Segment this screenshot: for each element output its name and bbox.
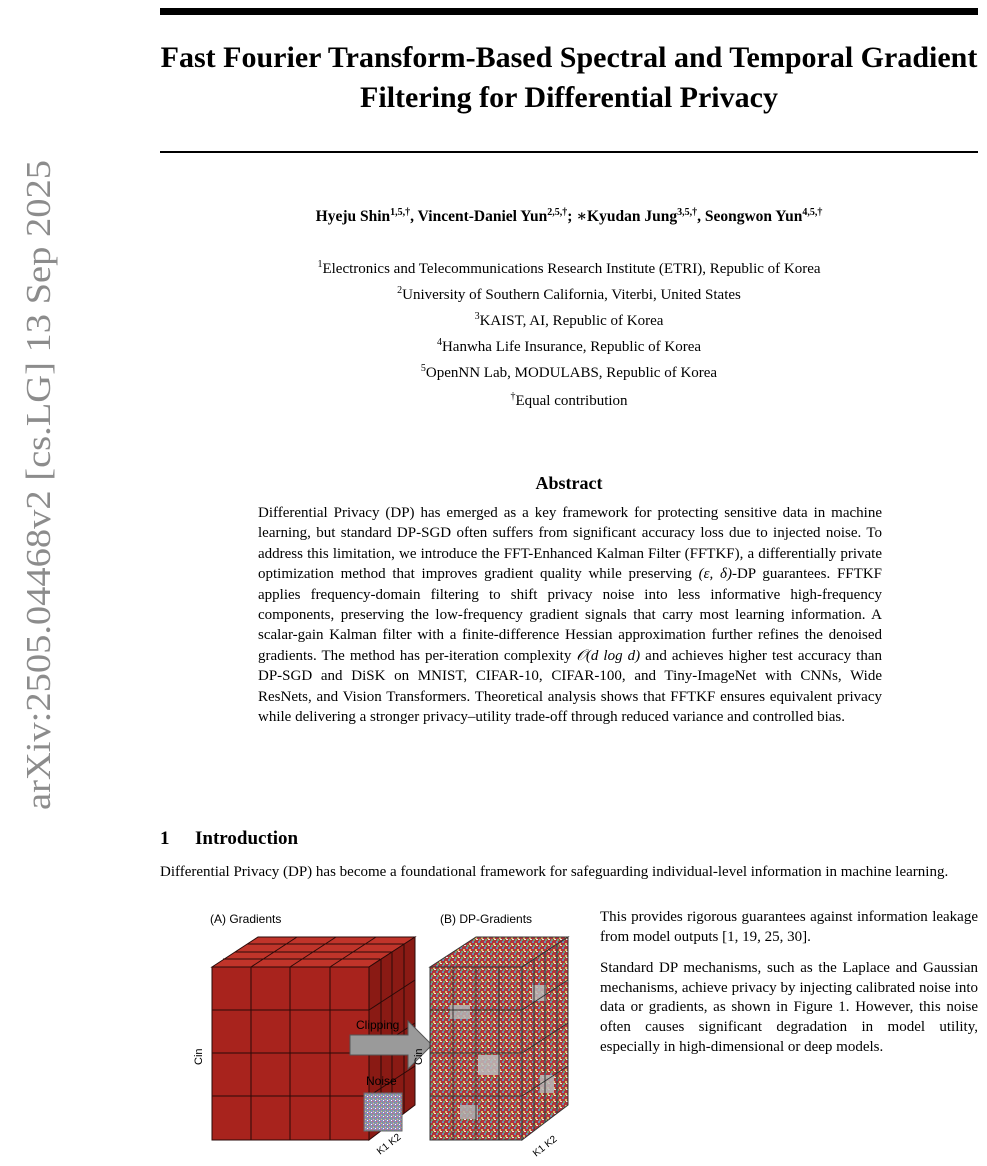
author-name: Kyudan Jung xyxy=(587,208,678,225)
affiliation-number: 1 xyxy=(317,259,323,270)
affiliation-line xyxy=(160,254,978,280)
affiliation-line xyxy=(160,332,978,358)
figure-label-b: (B) DP-Gradients xyxy=(440,912,533,926)
noise-sample xyxy=(364,1093,402,1131)
equal-contribution-text: Equal contribution xyxy=(515,393,628,409)
section-title: Introduction xyxy=(195,828,299,849)
affiliation-text: Hanwha Life Insurance, Republic of Korea xyxy=(441,339,702,355)
affiliation-number: 2 xyxy=(397,285,403,296)
author-separator: ; ∗ xyxy=(567,208,588,225)
abstract-text: Differential Privacy (DP) has emerged as a key framework for protecting sensitive data in machine learning, but standard DP-SGD often suffers from significant accuracy loss due to injected noise. To address this limitation, we introduce the FFT-Enhanced Kalman Filter (FFTKF), a differentially private optimization method that improves gradient quality while preserving xyxy=(258,505,882,583)
affiliation-number: 5 xyxy=(420,363,426,374)
equal-contribution-note xyxy=(160,391,978,410)
author-name: Hyeju Shin xyxy=(315,208,391,225)
figure-1 xyxy=(160,905,580,1165)
author-superscript: 3,5,† xyxy=(677,206,698,218)
axis-label-cin-b: Cin xyxy=(413,1048,425,1065)
author-separator: , xyxy=(697,208,705,225)
title-bottom-rule xyxy=(160,151,978,153)
noise-label: Noise xyxy=(366,1074,397,1088)
arxiv-identifier xyxy=(12,150,62,820)
author-name: Seongwon Yun xyxy=(704,208,803,225)
axis-label-k-b: K1 K2 xyxy=(531,1133,560,1160)
abstract-text: -DP guarantees. FFTKF applies frequency-domain filtering to shift privacy noise into less informative high-frequency components, preserving the low-frequency gradient signals that carry most learning information. A scalar-gain Kalman filter with a finite-difference Hessian approximation further refines the denoised gradients. The method has per-iteration complexity xyxy=(258,566,882,664)
abstract-text: and achieves higher test accuracy than DP-SGD and DiSK on MNIST, CIFAR-10, CIFAR-100, and Tiny-ImageNet with CNNs, Wide ResNets, and Vision Transformers. Theoretical analysis shows that FFTKF ensures equivalent privacy while delivering a stronger privacy–utility trade-off through reduced variance and controlled bias. xyxy=(258,647,882,726)
affiliation-number: 4 xyxy=(436,337,442,348)
arxiv-identifier-text: arXiv:2505.04468v2 [cs.LG] 13 Sep 2025 xyxy=(19,218,58,810)
abstract-heading: Abstract xyxy=(535,473,603,493)
author-name: Vincent-Daniel Yun xyxy=(417,208,548,225)
affiliation-text: OpenNN Lab, MODULABS, Republic of Korea xyxy=(425,365,718,381)
title-top-rule xyxy=(160,8,978,15)
author-superscript: 4,5,† xyxy=(802,206,823,218)
axis-label-cin: Cin xyxy=(193,1048,205,1065)
affiliation-line xyxy=(160,306,978,332)
affiliation-text: KAIST, AI, Republic of Korea xyxy=(479,313,664,329)
abstract-math: (ε, δ) xyxy=(698,566,732,583)
author-superscript: 2,5,† xyxy=(547,206,568,218)
author-list xyxy=(160,206,978,226)
author-separator: , xyxy=(410,208,418,225)
affiliation-line xyxy=(160,358,978,384)
abstract-math: 𝒪(d log d) xyxy=(576,647,641,664)
dagger-mark: † xyxy=(510,391,516,402)
affiliation-text: University of Southern California, Viterbi, United States xyxy=(402,287,741,303)
figure-label-a: (A) Gradients xyxy=(210,912,282,926)
body-paragraph: This provides rigorous guarantees against information leakage from model outputs [1, 19, 25, 30]. xyxy=(600,909,978,945)
body-paragraph: Standard DP mechanisms, such as the Laplace and Gaussian mechanisms, achieve privacy by injecting calibrated noise into data or gradients, as shown in Figure 1. However, this noise often causes significant degradation in model utility, especially in high-dimensional or deep models. xyxy=(600,960,978,1055)
affiliations xyxy=(160,254,978,384)
paper-title: Fast Fourier Transform-Based Spectral and Temporal Gradient Filtering for Differential Privacy xyxy=(160,41,978,114)
affiliation-number: 3 xyxy=(474,311,480,322)
intro-paragraph: Differential Privacy (DP) has become a foundational framework for safeguarding individual-level information in machine learning. xyxy=(160,864,949,880)
affiliation-text: Electronics and Telecommunications Research Institute (ETRI), Republic of Korea xyxy=(322,261,821,277)
affiliation-line xyxy=(160,280,978,306)
author-superscript: 1,5,† xyxy=(390,206,411,218)
section-heading xyxy=(160,828,298,850)
section-number: 1 xyxy=(160,828,170,849)
dp-gradient-cube xyxy=(430,937,568,1140)
intro-right-column xyxy=(600,908,978,1069)
clipping-label: Clipping xyxy=(356,1018,400,1032)
axis-label-k: K1 K2 xyxy=(375,1131,404,1158)
abstract-body xyxy=(258,503,882,727)
